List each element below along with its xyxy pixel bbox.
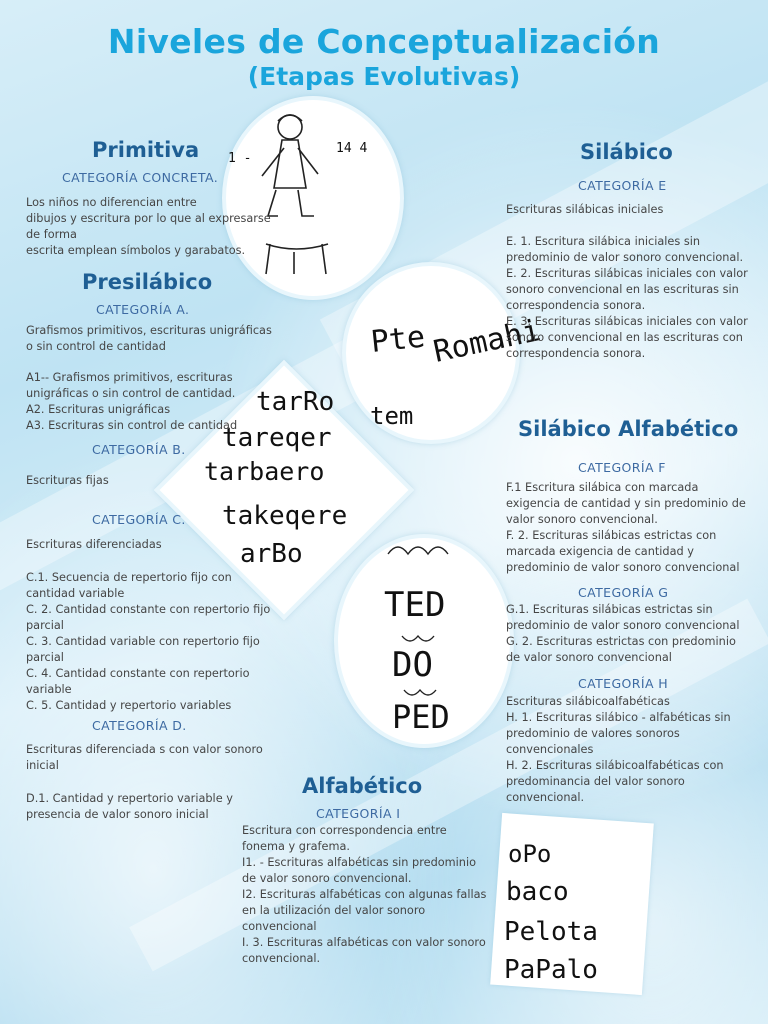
- category-i-label: CATEGORÍA I: [316, 806, 401, 821]
- category-e-text: Escrituras silábicas iniciales: [506, 203, 664, 216]
- category-d-text: Escrituras diferenciada s con valor sonoro inicial: [26, 743, 263, 772]
- handwritten-word: DO: [392, 645, 433, 685]
- handwritten-word: tarbaero: [204, 457, 325, 486]
- handwritten-word: PaPalo: [504, 955, 598, 985]
- category-e-label: CATEGORÍA E: [578, 178, 667, 193]
- category-h-label: CATEGORÍA H: [578, 676, 669, 691]
- category-d-details: D.1. Cantidad y repertorio variable y presencia de valor sonoro inicial: [26, 792, 233, 821]
- category-g-label: CATEGORÍA G: [578, 585, 669, 600]
- presilabico-heading: Presilábico: [82, 270, 213, 294]
- silabico-heading: Silábico: [580, 140, 673, 164]
- handwritten-word: tem: [370, 402, 414, 430]
- silabico-alfabetico-sample-circle: [334, 534, 514, 748]
- page-title: Niveles de Conceptualización: [107, 22, 661, 61]
- primitiva-heading: Primitiva: [92, 138, 200, 162]
- alfabetico-sample-image: [490, 813, 654, 995]
- primitiva-mark: 1 -: [228, 151, 252, 166]
- page-subtitle: (Etapas Evolutivas): [247, 62, 521, 91]
- category-a-text: Grafismos primitivos, escrituras unigráficas o sin control de cantidad: [26, 324, 272, 353]
- handwritten-word: tareqer: [222, 423, 332, 453]
- category-c-label: CATEGORÍA C.: [92, 512, 186, 527]
- category-g-text: G.1. Escrituras silábicas estrictas sin predominio de valor sonoro convencional G. 2. Escrituras estrictas con predominio de valor sonoro convencional: [506, 603, 740, 664]
- primitiva-text: Los niños no diferencian entre dibujos y escritura por lo que al expresarse de forma escrita emplean símbolos y garabatos.: [26, 196, 271, 257]
- category-i-text: Escritura con correspondencia entre fonema y grafema. I1. - Escrituras alfabéticas sin predominio de valor sonoro convencional. I2. Escrituras alfabéticas con algunas fallas en la utilización del valor sonoro convencional I. 3. Escrituras alfabéticas con valor sonoro convencional.: [242, 824, 487, 965]
- handwritten-word: oPo: [508, 840, 552, 868]
- handwritten-word: baco: [506, 877, 569, 907]
- silabico-sample-circle: [342, 262, 520, 444]
- category-a-label: CATEGORÍA A.: [96, 302, 190, 317]
- category-d-label: CATEGORÍA D.: [92, 718, 187, 733]
- category-a-details: A1-- Grafismos primitivos, escrituras unigráficas o sin control de cantidad. A2. Escrituras unigráficas A3. Escrituras sin control de cantidad: [26, 371, 238, 432]
- handwritten-word: tarRo: [256, 387, 335, 417]
- silabico-alfabetico-heading: Silábico Alfabético: [518, 417, 739, 441]
- category-f-text: F.1 Escritura silábica con marcada exigencia de cantidad y sin predominio de valor sonoro convencional. F. 2. Escrituras silábicas estrictas con marcada exigencia de cantidad y predominio de valor sonoro convencional: [506, 481, 746, 574]
- category-h-text: Escrituras silábicoalfabéticas H. 1. Escrituras silábico - alfabéticas sin predominio de valores sonoros convencionales H. 2. Escrituras silábicoalfabéticas con predominancia del valor sonoro convencional.: [506, 695, 731, 804]
- handwritten-word: takeqere: [222, 501, 348, 531]
- handwritten-word: Pte: [369, 319, 427, 360]
- primitiva-category: CATEGORÍA CONCRETA.: [62, 170, 219, 185]
- handwritten-word: arBo: [240, 539, 303, 569]
- handwritten-word: Pelota: [504, 917, 598, 947]
- handwritten-word: Romahi: [430, 313, 544, 370]
- alfabetico-heading: Alfabético: [302, 774, 423, 798]
- category-f-label: CATEGORÍA F: [578, 460, 666, 475]
- category-c-details: C.1. Secuencia de repertorio fijo con cantidad variable C. 2. Cantidad constante con repertorio fijo parcial C. 3. Cantidad variable con repertorio fijo parcial C. 4. Cantidad constante con repertorio variable C. 5. Cantidad y repertorio variables: [26, 571, 271, 712]
- category-e-details: E. 1. Escritura silábica iniciales sin predominio de valor sonoro convencional. E. 2. Escrituras silábicas iniciales con valor sonoro convencional en las escrituras sin correspondencia sonora. E. 3. Escrituras silábicas iniciales con valor sonoro convencional en las escrituras con correspondencia sonora.: [506, 235, 748, 360]
- handwritten-word: PED: [392, 698, 450, 736]
- handwritten-word: TED: [384, 585, 446, 625]
- category-b-label: CATEGORÍA B.: [92, 442, 186, 457]
- primitiva-mark: 14 4: [336, 141, 368, 156]
- category-c-text: Escrituras diferenciadas: [26, 538, 162, 551]
- category-b-text: Escrituras fijas: [26, 474, 109, 487]
